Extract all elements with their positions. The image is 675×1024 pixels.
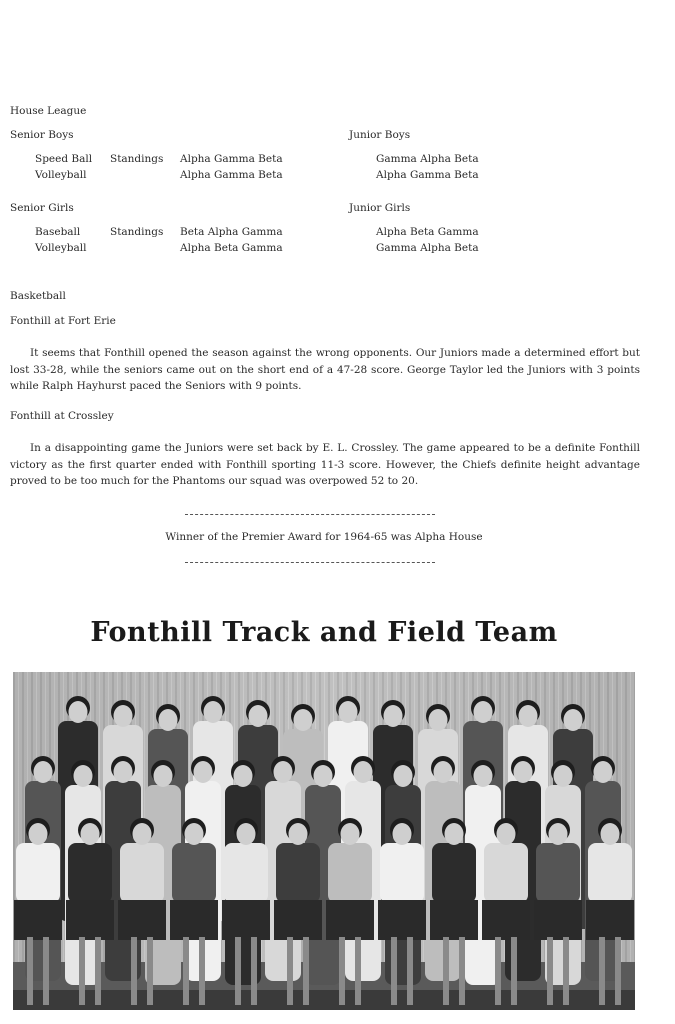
team-photo-drawing [13,672,635,1010]
team-photo [13,672,635,1010]
senior-girls-heading: Senior Girls [10,202,74,214]
game-crossley-text: In a disappointing game the Juniors were set back by E. L. Crossley. The game appeared to be a definite Fonthill victory as the first quarter ended with Fonthill sporting 11-3 score. However, the Chiefs definite height advantage proved to be too much for the Phantoms our squad was overpowed 52 to 20. [10,442,640,487]
game-fort-erie-text: It seems that Fonthill opened the season against the wrong opponents. Our Juniors made a determined effort but lost 33-28, while the seniors came out on the short end of a 47-28 score. George Taylor led the Juniors with 3 points while Ralph Hayhurst paced the Seniors with 9 points. [10,347,640,392]
senior-girls-sport-2: Volleyball [35,242,87,254]
award-text: Winner of the Premier Award for 1964-65 was Alpha House [165,531,483,543]
track-headline: Fonthill Track and Field Team [90,617,558,648]
game-fort-erie-title: Fonthill at Fort Erie [10,315,116,327]
senior-girls-standings-label: Standings [110,226,164,238]
senior-girls-sport-1: Baseball [35,226,81,238]
junior-girls-order-2: Gamma Alpha Beta [376,242,479,254]
senior-girls-order-2: Alpha Beta Gamma [180,242,283,254]
senior-boys-sport-2: Volleyball [35,169,87,181]
senior-boys-order-1: Alpha Gamma Beta [180,153,283,165]
junior-girls-heading: Junior Girls [349,202,411,214]
senior-girls-order-1: Beta Alpha Gamma [180,226,283,238]
award-divider-top [185,514,435,515]
junior-boys-order-2: Alpha Gamma Beta [376,169,479,181]
junior-boys-heading: Junior Boys [349,129,411,141]
senior-boys-sport-1: Speed Ball [35,153,93,165]
senior-boys-heading: Senior Boys [10,129,74,141]
award-divider-bottom [185,562,435,563]
senior-boys-order-2: Alpha Gamma Beta [180,169,283,181]
senior-boys-standings-label: Standings [110,153,164,165]
house-league-title: House League [10,105,87,117]
junior-boys-order-1: Gamma Alpha Beta [376,153,479,165]
junior-girls-order-1: Alpha Beta Gamma [376,226,479,238]
basketball-title: Basketball [10,290,66,302]
game-crossley-title: Fonthill at Crossley [10,410,114,422]
